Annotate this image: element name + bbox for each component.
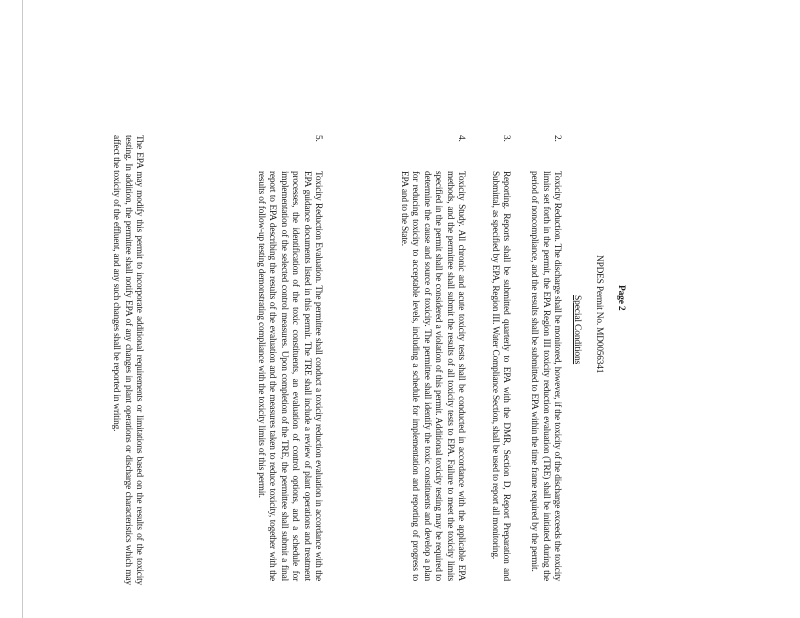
section-heading: Special Conditions (572, 295, 583, 365)
closing-paragraph: The EPA may modify this permit to incorporate additional requirements or limitations based on the results of the toxicity testing. In addition, the permittee shall notify EPA of any changes in plant operations or discharge characteristics which may affect the toxicity of the effluent, and any such changes shall be reported in writing. (111, 135, 144, 585)
scan-edge (22, 0, 23, 618)
permit-reference: NPDES Permit No. MD0056341 (594, 255, 604, 374)
condition-number: 4. (456, 135, 466, 142)
condition-text: Toxicity Study. All chronic and acute toxicity tests shall be conducted in accordance with the applicable EPA methods, and the permittee shall submit the results of all toxicity tests to EPA. Failure to meet the toxicity limits specified in the permit shall be considered a violation of this permit. Additional toxicity testing may be required to determine the cause and source of toxicity. The permittee shall identify the toxic constituents and develop a plan for reducing toxicity to acceptable levels, including a schedule for implementation and reporting of progress to EPA and to the State. (398, 171, 466, 581)
condition-text: Toxicity Reduction Evaluation. The permittee shall conduct a toxicity reduction evaluation in accordance with the EPA guidance documents listed in this permit. The TRE shall include a review of plant operations and treatment processes, the identification of the toxic constituents, an evaluation of control options, and a schedule for implementation of the selected control measures. Upon completion of the TRE, the permittee shall submit a final report to EPA describing the results of the evaluation and the measures taken to reduce toxicity, together with the results of follow-up testing demonstrating compliance with the toxicity limits of this permit. (255, 171, 323, 581)
condition-number: 5. (313, 135, 323, 142)
page-label: Page 2 (616, 285, 626, 311)
condition-text: Reporting. Reports shall be submitted quarterly to EPA with the DMR, Section D, Report Preparation and Submittal, as specified by EPA, Region III. Water Compliance Section, shall be used to report all monitoring. (489, 171, 511, 581)
document-page (68, 135, 628, 585)
condition-number: 2. (552, 135, 562, 142)
condition-text: Toxicity Reduction. The discharge shall be monitored, however, if the toxicity of the discharge exceeds the toxicity limits set forth in the permit, the EPA Region III toxicity reduction evaluation (TRE) shall be initiated during the period of noncompliance, and the results shall be submitted to EPA within the time frame required by the permit. (529, 171, 562, 581)
condition-number: 3. (501, 135, 511, 142)
